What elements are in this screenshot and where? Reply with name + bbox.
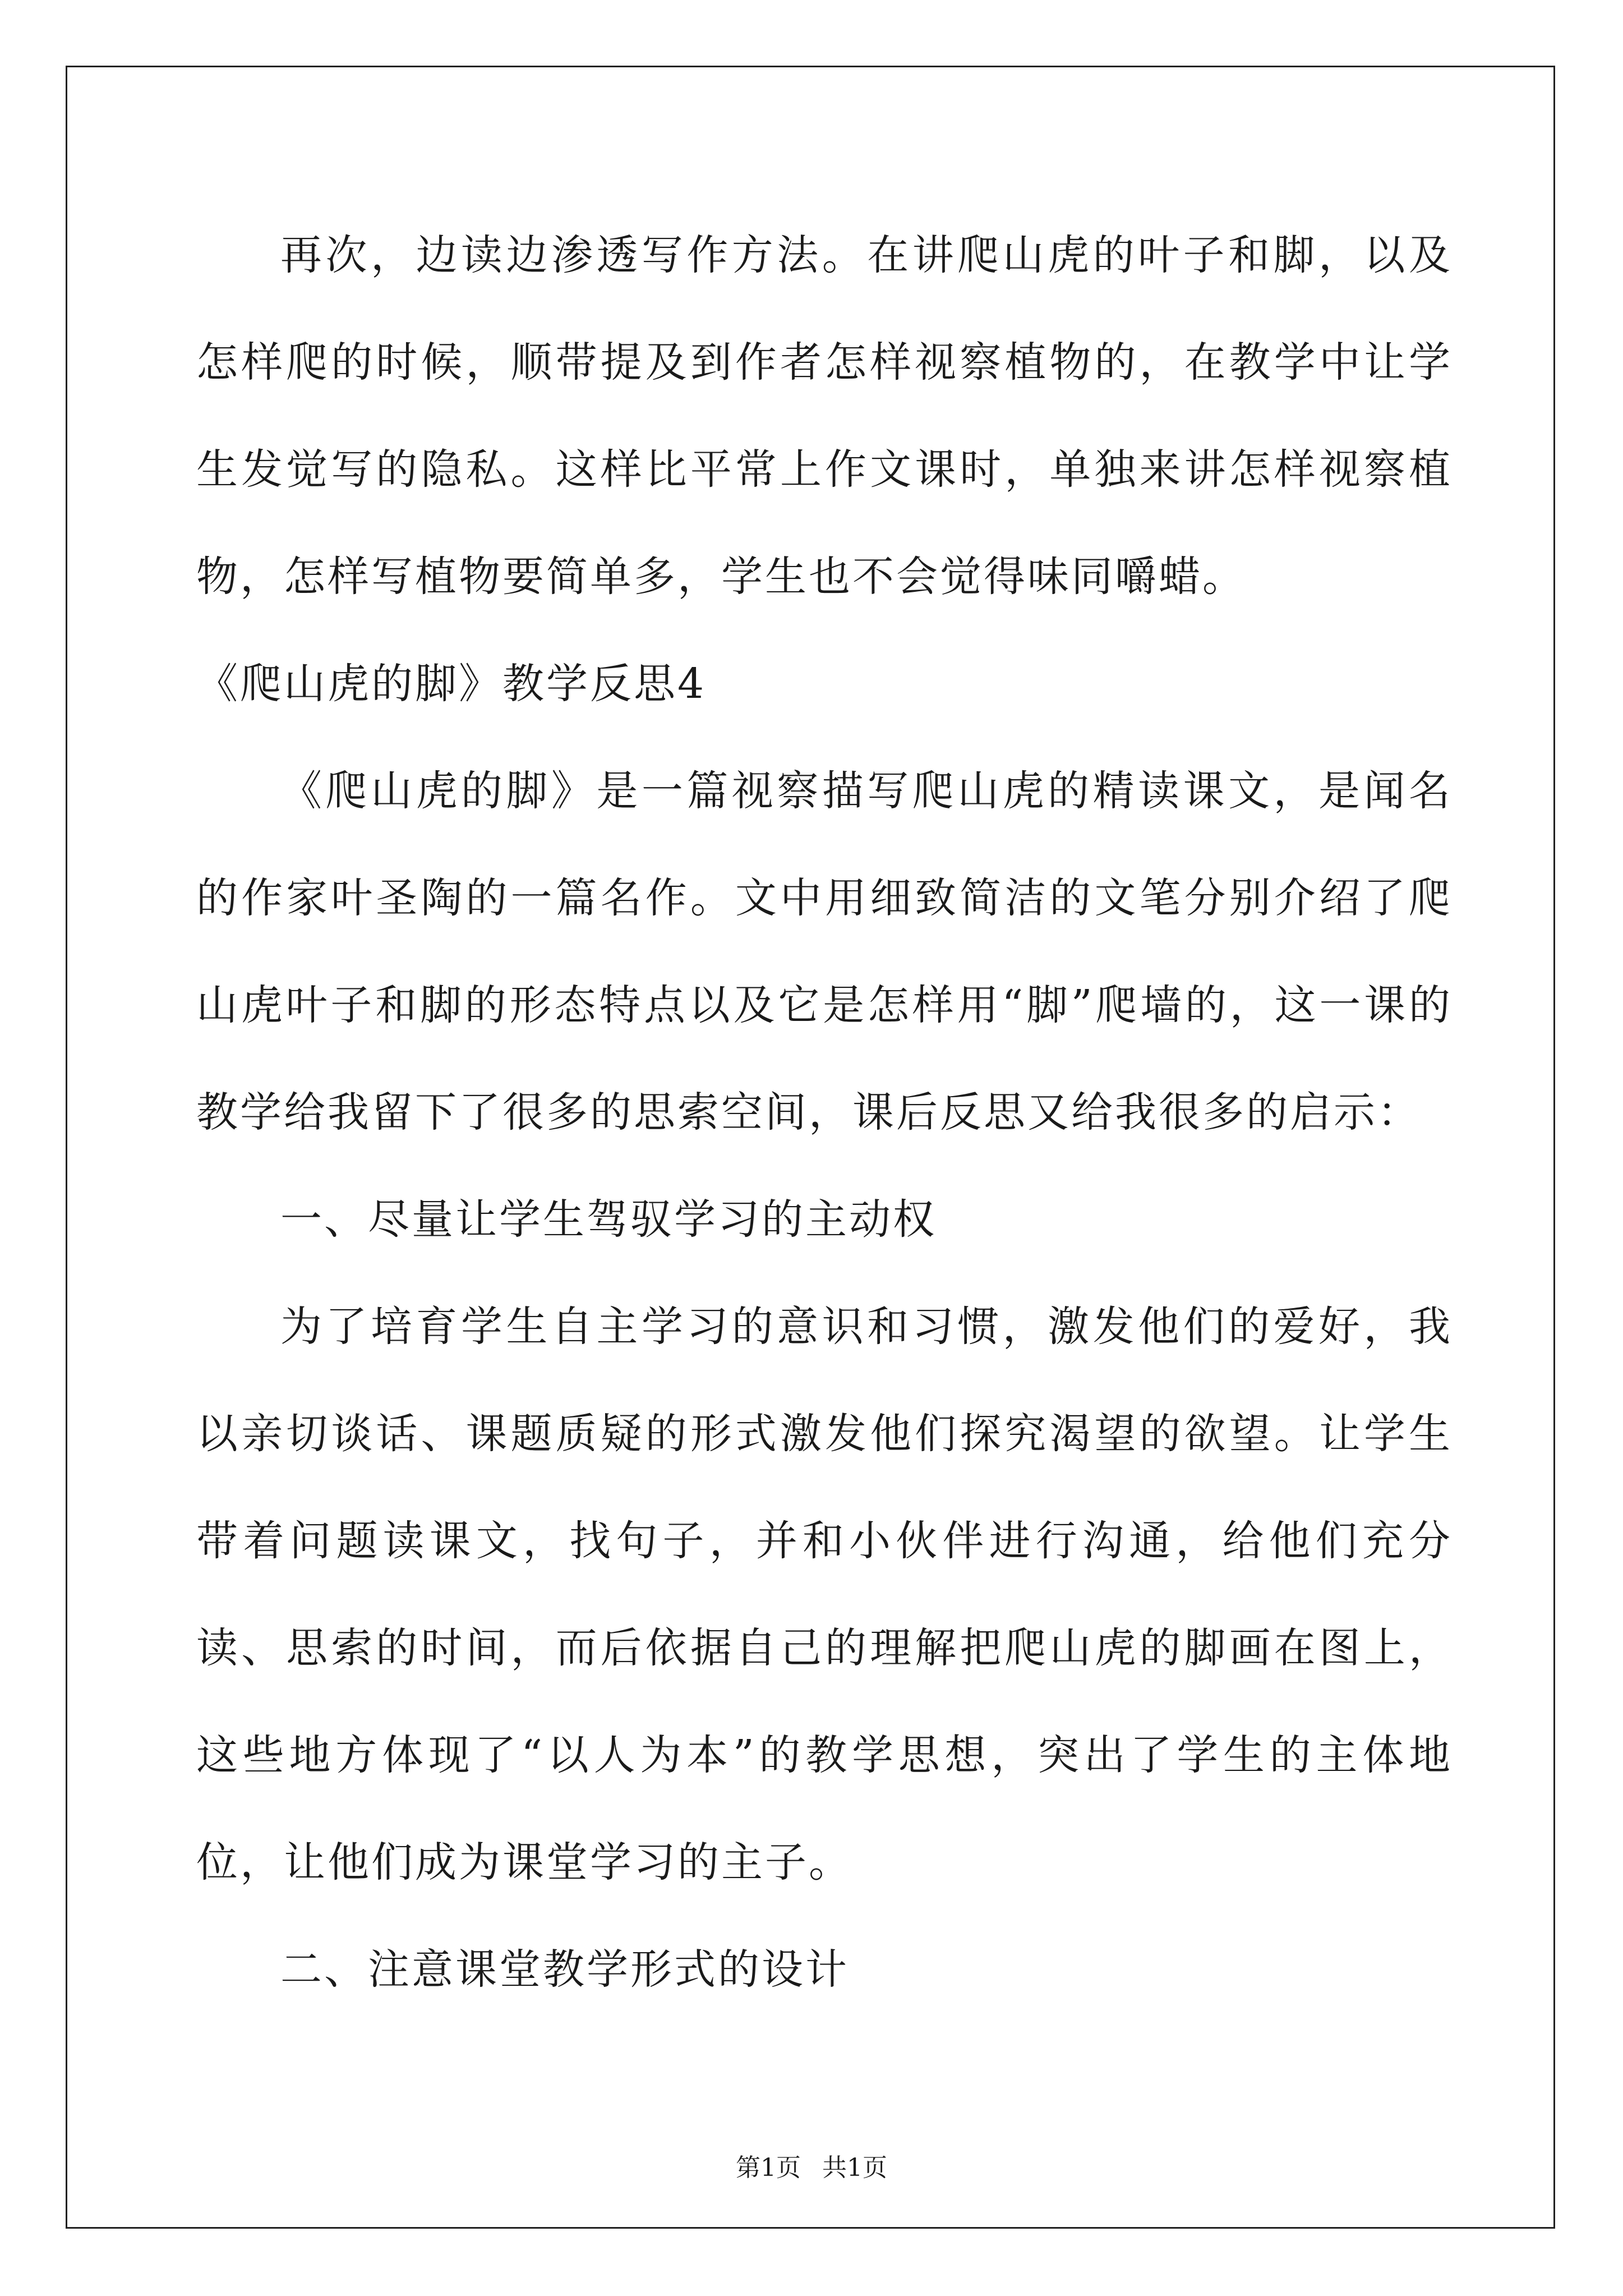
paragraph-point-one-body: 为了培育学生自主学习的意识和习惯，激发他们的爱好，我以亲切谈话、课题质疑的形式激发他们探究渴望的欲望。让学生带着问题读课文，找句子，并和小伙伴进行沟通，给他们充分读、思索的时间，而后依据自己的理解把爬山虎的脚画在图上，这些地方体现了“以人为本”的教学思想，突出了学生的主体地位，让他们成为课堂学习的主子。 — [196, 1303, 1453, 1887]
paragraph-point-one-title: 一、尽量让学生驾驭学习的主动权 — [280, 1195, 937, 1244]
document-body — [196, 202, 1453, 2023]
paragraph-point-two-title: 二、注意课堂教学形式的设计 — [280, 1945, 849, 1994]
paragraph-writing-method: 再次，边读边渗透写作方法。在讲爬山虎的叶子和脚，以及怎样爬的时候，顺带提及到作者怎样视察植物的，在教学中让学生发觉写的隐私。这样比平常上作文课时，单独来讲怎样视察植物，怎样写植物要简单多，学生也不会觉得味同嚼蜡。 — [196, 231, 1453, 601]
section-heading: 《爬山虎的脚》教学反思4 — [196, 660, 707, 708]
page-number: 第1页 — [736, 2154, 801, 2182]
paragraph-intro: 《爬山虎的脚》是一篇视察描写爬山虎的精读课文，是闻名的作家叶圣陶的一篇名作。文中用细致简洁的文笔分别介绍了爬山虎叶子和脚的形态特点以及它是怎样用“脚”爬墙的，这一课的教学给我留下了很多的思索空间，课后反思又给我很多的启示： — [196, 767, 1453, 1137]
page-total: 共1页 — [822, 2154, 887, 2182]
page-footer — [0, 2151, 1623, 2185]
